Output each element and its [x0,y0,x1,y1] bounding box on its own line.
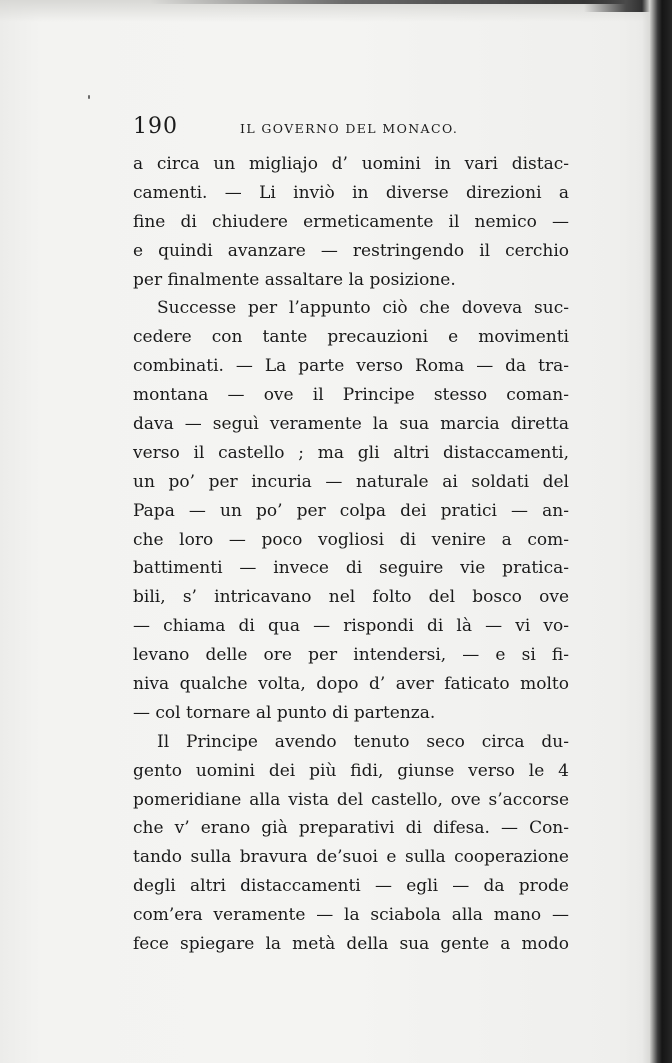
binding-edge [650,0,672,1063]
text-line: fine di chiudere ermeticamente il nemico — [133,211,569,232]
text-line: tando sulla bravura de’suoi e sulla cooperazione [133,847,569,868]
text-line: — col tornare al punto di partenza. [133,702,436,723]
text-line: dava — seguì veramente la sua marcia diretta [133,414,569,435]
text-line: per finalmente assaltare la posizione. [133,269,456,290]
binding-highlight [642,0,650,1063]
text-line: camenti. — Li inviò in diverse direzioni a [133,182,569,203]
page-header [133,114,573,144]
text-line: gento uomini dei più fidi, giunse verso le 4 [133,760,569,781]
paper-speck [88,95,90,99]
text-line: — chiama di qua — rispondi di là — vi vo- [133,616,569,637]
text-line: che v’ erano già preparativi di difesa. — Con- [133,818,569,839]
top-edge-shadow [150,0,640,4]
text-line: levano delle ore per intendersi, — e si fi- [133,645,569,666]
text-line: cedere con tante precauzioni e movimenti [133,327,569,348]
running-title: IL GOVERNO DEL MONACO. [240,121,459,136]
text-line: com’era veramente — la sciabola alla mano — [133,905,569,926]
text-line: a circa un migliajo d’ uomini in vari distac- [133,154,569,174]
text-line: bili, s’ intricavano nel folto del bosco ove [133,587,569,608]
text-line: battimenti — invece di seguire vie pratica- [133,558,569,579]
text-line: che loro — poco vogliosi di venire a com- [133,529,569,550]
text-line: degli altri distaccamenti — egli — da prode [133,876,569,897]
text-line: montana — ove il Principe stesso coman- [133,385,569,406]
text-line: e quindi avanzare — restringendo il cerchio [133,240,569,261]
text-line: un po’ per incuria — naturale ai soldati del [133,471,569,492]
text-line: niva qualche volta, dopo d’ aver faticato molto [133,674,569,695]
text-line: Successe per l’appunto ciò che doveva suc- [157,298,569,319]
text-line: pomeridiane alla vista del castello, ove s’accorse [133,789,569,810]
text-line: combinati. — La parte verso Roma — da tra- [133,356,569,377]
text-line: Papa — un po’ per colpa dei pratici — an- [133,500,569,521]
text-line: fece spiegare la metà della sua gente a modo [133,934,569,955]
text-line: verso il castello ; ma gli altri distaccamenti, [133,442,569,463]
page-number: 190 [133,114,178,139]
body-text [133,150,569,959]
text-line: Il Principe avendo tenuto seco circa du- [157,731,569,752]
